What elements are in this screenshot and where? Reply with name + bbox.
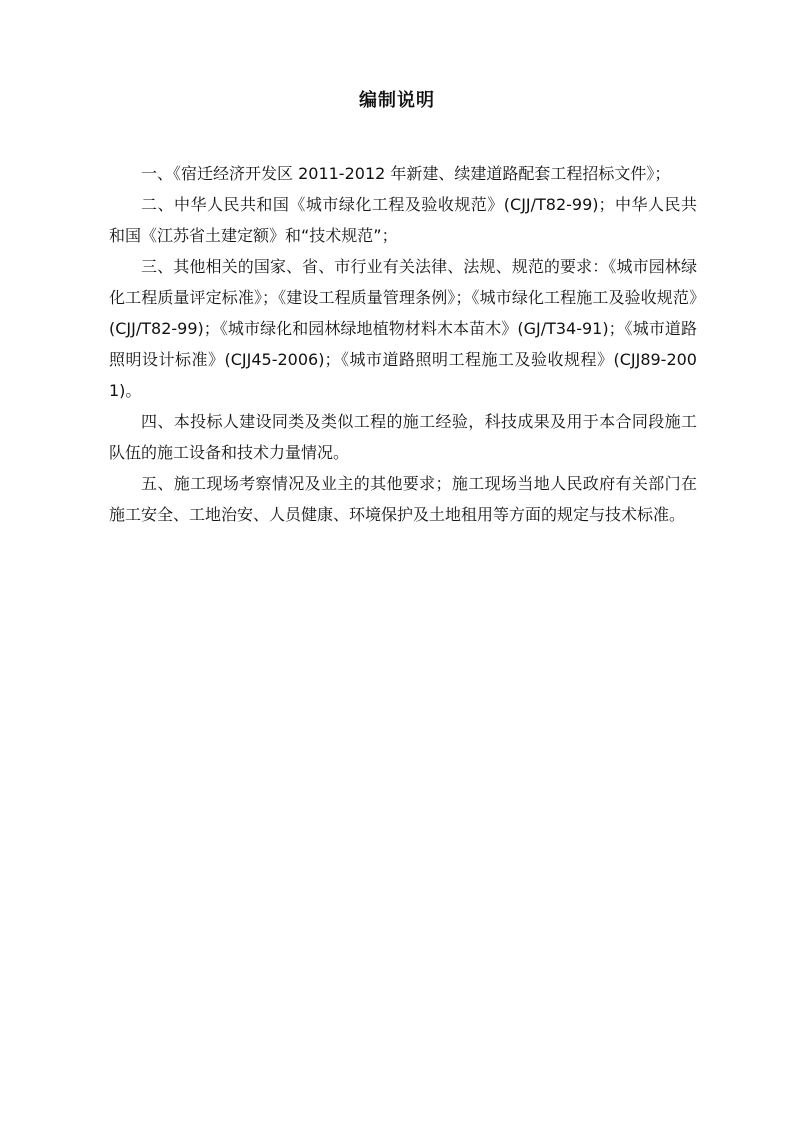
paragraph-2: 二、中华人民共和国《城市绿化工程及验收规范》(CJJ/T82-99)；中华人民共和国《江苏省土建定额》和“技术规范”； [109,195,697,245]
document-title: 编制说明 [359,90,435,111]
document-body [109,158,697,530]
paragraph-1: 一、《宿迁经济开发区 2011-2012 年新建、续建道路配套工程招标文件》； [141,164,671,183]
paragraph-4: 四、本投标人建设同类及类似工程的施工经验，科技成果及用于本合同段施工队伍的施工设备和技术力量情况。 [109,412,697,462]
paragraph-3: 三、其他相关的国家、省、市行业有关法律、法规、规范的要求：《城市园林绿化工程质量评定标准》；《建设工程质量管理条例》；《城市绿化工程施工及验收规范》(CJJ/T82-99)；《城市绿化和园林绿地植物材料木本苗木》(GJ/T34-91)；《城市道路照明设计标准》(CJJ45-2006)；《城市道路照明工程施工及验收规程》(CJJ89-2001)。 [109,257,697,400]
paragraph-5: 五、施工现场考察情况及业主的其他要求；施工现场当地人民政府有关部门在施工安全、工地治安、人员健康、环境保护及土地租用等方面的规定与技术标准。 [109,474,697,524]
